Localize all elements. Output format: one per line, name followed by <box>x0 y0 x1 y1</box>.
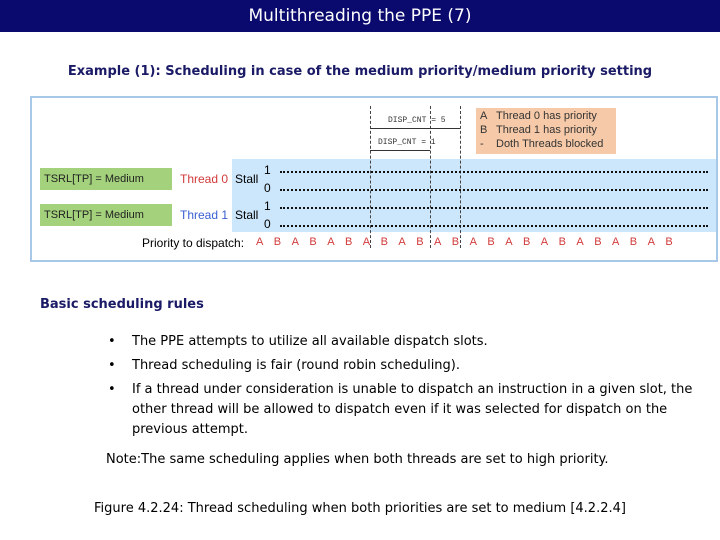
priority-letter: B <box>345 236 353 248</box>
priority-letter: B <box>665 236 673 248</box>
priority-letter: B <box>487 236 495 248</box>
rule-item <box>108 332 718 352</box>
thread1-stall-label: Stall <box>235 208 259 222</box>
legend-key-a: A <box>480 110 488 122</box>
priority-letter: B <box>380 236 388 248</box>
priority-label: Priority to dispatch: <box>142 236 245 250</box>
priority-letter: B <box>273 236 282 248</box>
tsrl-thread1-register: TSRL[TP] = Medium <box>40 204 172 226</box>
priority-letter: B <box>451 236 460 248</box>
thread1-low-line <box>280 225 708 227</box>
priority-letter: A <box>398 236 406 248</box>
rule-text: Thread scheduling is fair (round robin scheduling). <box>132 358 460 373</box>
bullet: • <box>108 334 116 349</box>
rule-text: If a thread under consideration is unable to dispatch an instruction in a given slot, the other thread will be allowed to dispatch even if it was selected for dispatch on the previous attempt. <box>132 382 693 437</box>
rules-list <box>108 332 718 444</box>
scheduling-figure <box>30 96 718 262</box>
bullet: • <box>108 382 116 397</box>
priority-letter: B <box>309 236 317 248</box>
priority-letter: A <box>505 236 513 248</box>
thread1-level-low: 0 <box>264 217 271 231</box>
disp-cnt-1-label: DISP_CNT = 1 <box>378 138 436 147</box>
disp-cnt-5-span <box>370 128 460 129</box>
tsrl-thread0-register: TSRL[TP] = Medium <box>40 168 172 190</box>
legend-key-b: B <box>480 124 488 136</box>
priority-letter: A <box>434 236 442 248</box>
thread0-label: Thread 0 <box>180 172 229 186</box>
page-title: Multithreading the PPE (7) <box>0 0 720 32</box>
thread0-stall-label: Stall <box>235 172 259 186</box>
thread0-level-high: 1 <box>264 163 271 177</box>
priority-letter: A <box>327 236 335 248</box>
example-heading: Example (1): Scheduling in case of the medium priority/medium priority setting <box>67 64 653 79</box>
thread0-low-line <box>280 189 708 191</box>
priority-letter: B <box>594 236 602 248</box>
thread1-high-line <box>280 207 708 209</box>
priority-letter: A <box>256 236 264 248</box>
stall-panel <box>232 159 716 232</box>
rules-heading: Basic scheduling rules <box>40 297 204 312</box>
thread1-label: Thread 1 <box>180 208 229 222</box>
thread0-level-low: 0 <box>264 181 271 195</box>
note: Note:The same scheduling applies when both threads are set to high priority. <box>106 452 609 467</box>
legend-text-a: Thread 0 has priority <box>496 110 597 122</box>
priority-letter: A <box>362 236 371 248</box>
priority-letter: A <box>291 236 299 248</box>
disp-cnt-1-span <box>370 150 430 151</box>
priority-letter: B <box>523 236 531 248</box>
priority-letter: A <box>576 236 584 248</box>
priority-letter: B <box>629 236 638 248</box>
priority-letter: A <box>647 236 655 248</box>
priority-sequence <box>256 236 706 252</box>
figure-caption: Figure 4.2.24: Thread scheduling when both priorities are set to medium [4.2.2.4] <box>94 501 626 516</box>
legend-text-b: Thread 1 has priority <box>496 124 597 136</box>
rule-item <box>108 380 718 440</box>
priority-letter: A <box>612 236 620 248</box>
legend-text-blocked: Doth Threads blocked <box>496 138 604 150</box>
disp-cnt-5-label: DISP_CNT = 5 <box>388 116 446 125</box>
priority-letter: A <box>469 236 477 248</box>
legend-key-blocked: - <box>480 138 484 150</box>
thread0-high-line <box>280 171 708 173</box>
priority-letter: A <box>540 236 549 248</box>
priority-letter: B <box>416 236 424 248</box>
rule-text: The PPE attempts to utilize all available dispatch slots. <box>132 334 488 349</box>
bullet: • <box>108 358 116 373</box>
priority-letter: B <box>558 236 566 248</box>
thread1-level-high: 1 <box>264 199 271 213</box>
rule-item <box>108 356 718 376</box>
